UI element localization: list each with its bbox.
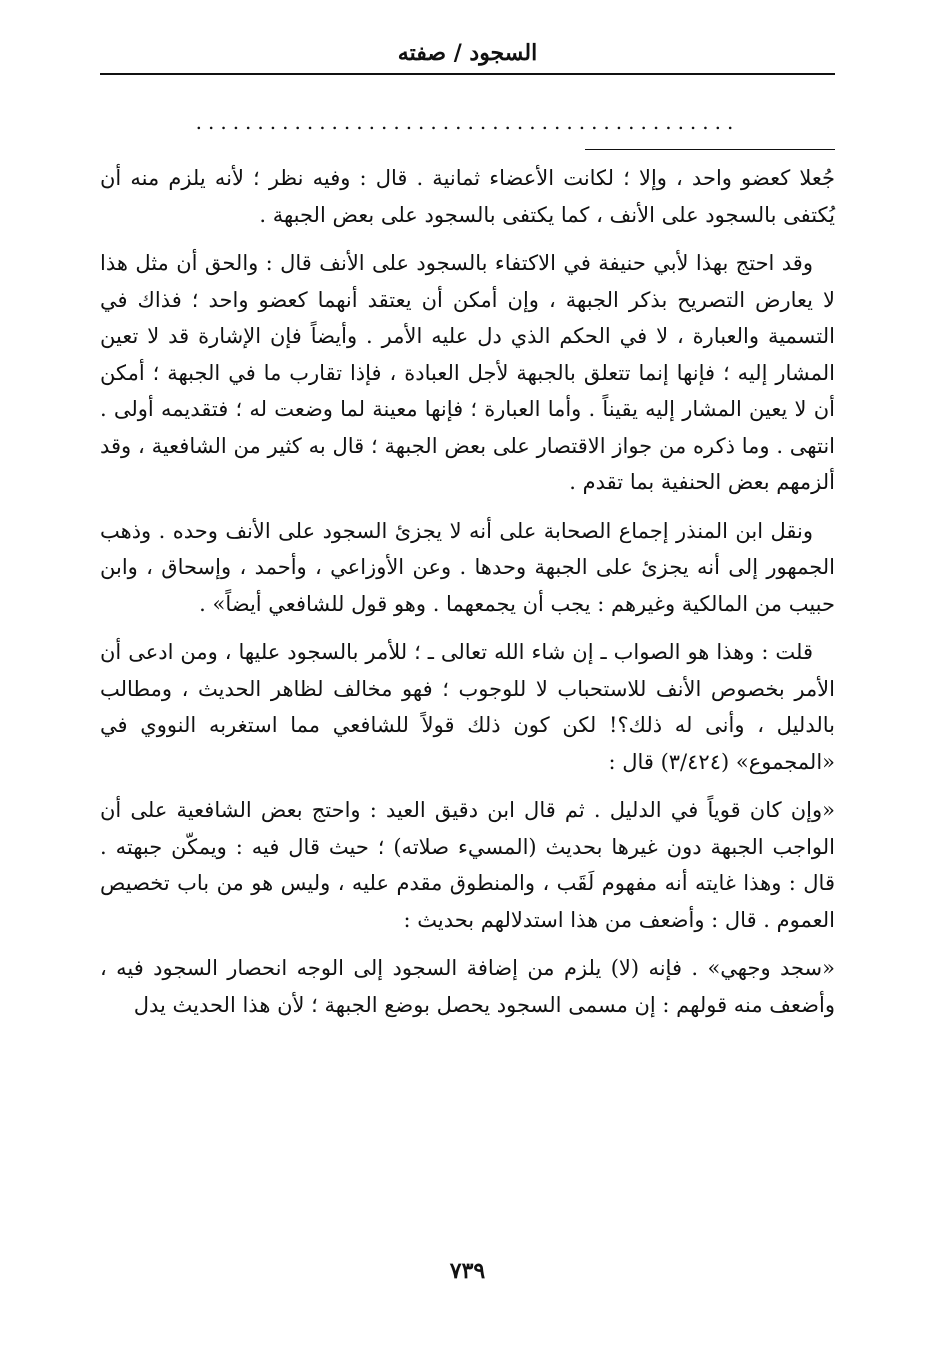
main-text bbox=[100, 160, 835, 1035]
page-number: ٧٣٩ bbox=[449, 1258, 486, 1284]
running-header-title: السجود / صفته bbox=[397, 40, 538, 66]
dotted-separator: ............................................ bbox=[195, 110, 740, 134]
footnote-rule bbox=[585, 149, 835, 150]
paragraph-2: وقد احتج بهذا لأبي حنيفة في الاكتفاء بالسجود على الأنف قال : والحق أن مثل هذا لا يعارض التصريح بذكر الجبهة ، وإن أمكن أن يعتقد أنهما كعضو واحد ؛ فذاك في التسمية والعبارة ، لا في الحكم الذي دل عليه الأمر . وأيضاً فإن الإشارة قد لا تعين المشار إليه ؛ فإنها إنما تتعلق بالجبهة لأجل العبادة ، فإذا تقارب ما في الجبهة ؛ أمكن أن لا يعين المشار إليه يقيناً . وأما العبارة ؛ فإنها معينة لما وضعت له ؛ فتقديمه أولى . انتهى . وما ذكره من جواز الاقتصار على بعض الجبهة ؛ قال به كثير من الشافعية ، وقد ألزمهم بعض الحنفية بما تقدم . bbox=[100, 251, 835, 494]
paragraph-3: ونقل ابن المنذر إجماع الصحابة على أنه لا يجزئ السجود على الأنف وحده . وذهب الجمهور إلى أنه يجزئ على الجبهة وحدها . وعن الأوزاعي ، وأحمد ، وإسحاق ، وابن حبيب من المالكية وغيرهم : يجب أن يجمعهما . وهو قول للشافعي أيضاً» . bbox=[100, 518, 835, 616]
paragraph-4: قلت : وهذا هو الصواب ـ إن شاء الله تعالى ـ ؛ للأمر بالسجود عليها ، ومن ادعى أن الأمر بخصوص الأنف للاستحباب لا للوجوب ؛ فهو مخالف لظاهر الحديث ، ومطالب بالدليل ، وأنى له ذلك؟! لكن كون ذلك قولاً للشافعي مما استغربه النووي في «المجموع» (٣/٤٢٤) قال : bbox=[100, 640, 835, 774]
header-rule bbox=[100, 73, 835, 75]
paragraph-1: جُعلا كعضو واحد ، وإلا ؛ لكانت الأعضاء ثمانية . قال : وفيه نظر ؛ لأنه يلزم منه أن يُكتفى بالسجود على الأنف ، كما يكتفى بالسجود على بعض الجبهة . bbox=[100, 166, 835, 227]
paragraph-5: «وإن كان قوياً في الدليل . ثم قال ابن دقيق العيد : واحتج بعض الشافعية على أن الواجب الجبهة دون غيرها بحديث (المسيء صلاته) ؛ حيث قال فيه : ويمكّن جبهته . قال : وهذا غايته أنه مفهوم لَقَب ، والمنطوق مقدم عليه ، وليس هو من باب تخصيص العموم . قال : وأضعف من هذا استدلالهم بحديث : bbox=[100, 798, 835, 932]
paragraph-6: «سجد وجهي» . فإنه (لا) يلزم من إضافة السجود إلى الوجه انحصار السجود فيه ، وأضعف منه قولهم : إن مسمى السجود يحصل بوضع الجبهة ؛ لأن هذا الحديث يدل bbox=[100, 956, 835, 1017]
